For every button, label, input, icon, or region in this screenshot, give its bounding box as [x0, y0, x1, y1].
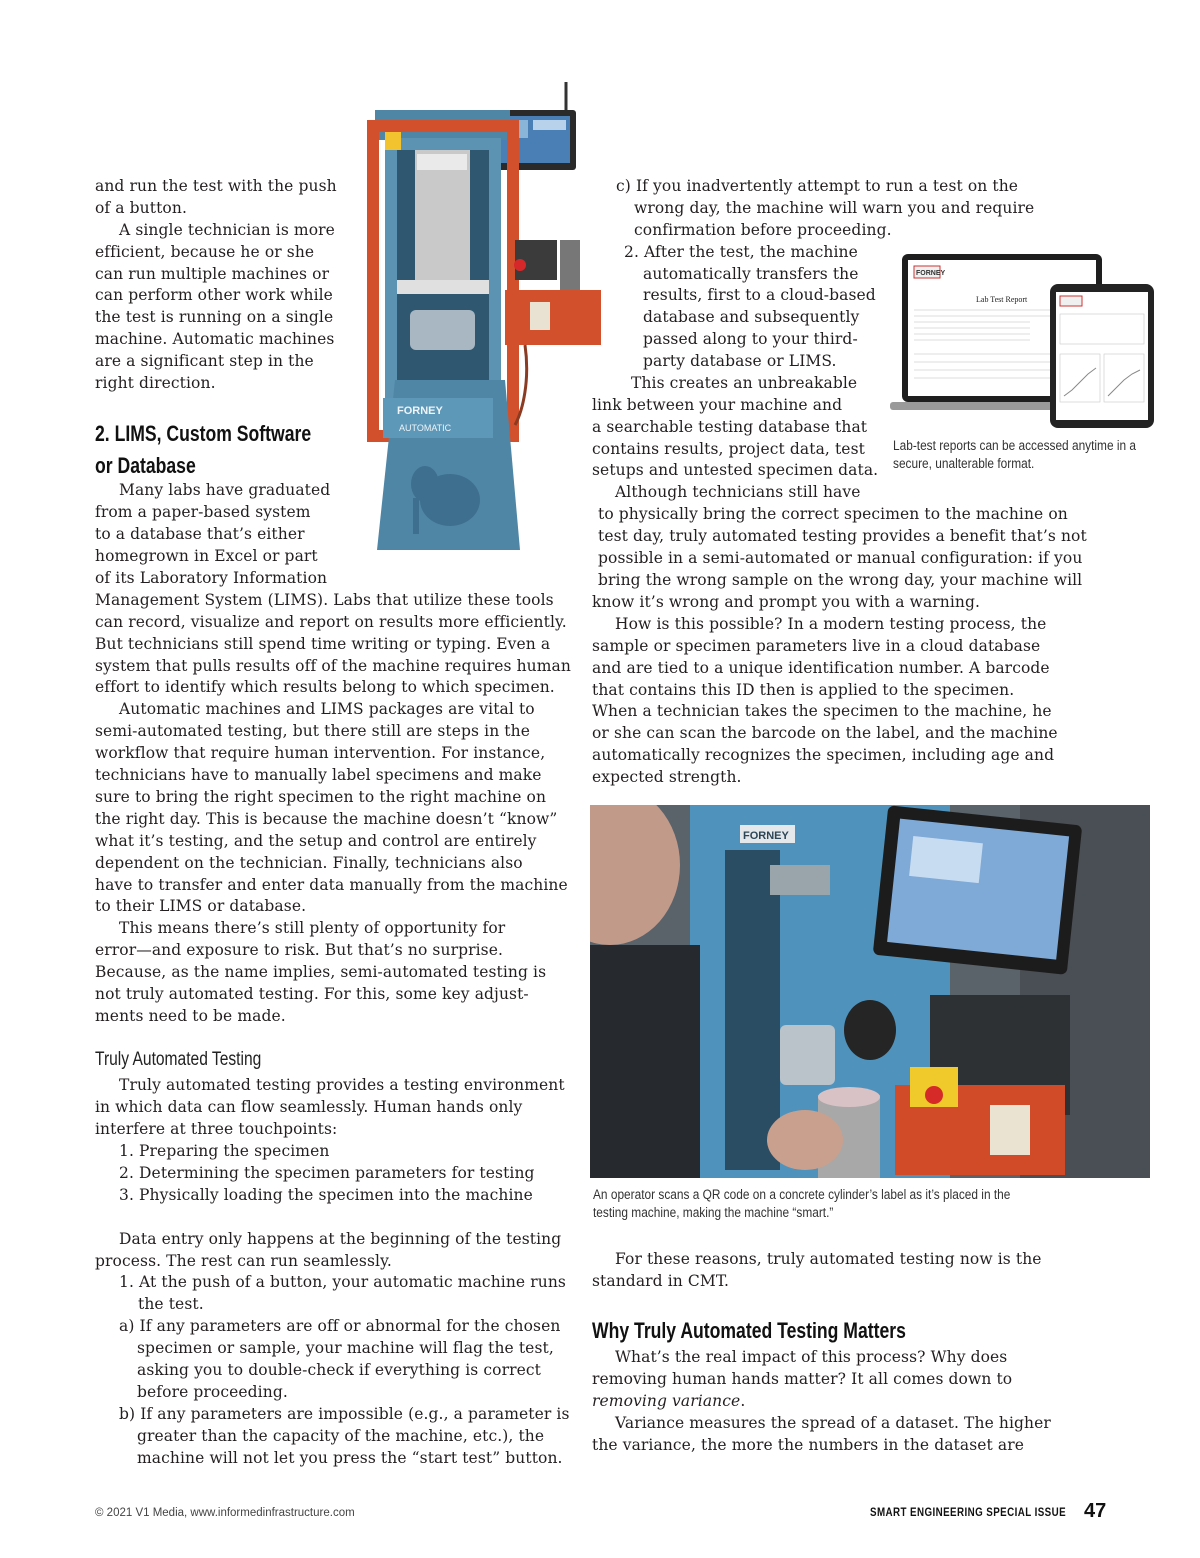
list-item: 1. Preparing the specimen: [119, 1142, 330, 1160]
text-line: dependent on the technician. Finally, technicians also: [95, 854, 523, 872]
machine-brand: FORNEY: [397, 405, 443, 417]
text-line: can run multiple machines or: [95, 265, 330, 283]
list-item: c) If you inadvertently attempt to run a test on the: [616, 177, 1019, 195]
text-line: what it’s testing, and the setup and control are entirely: [95, 832, 537, 850]
text-line: the right day. This is because the machine doesn’t “know”: [95, 810, 558, 828]
text-line: This creates an unbreakable: [631, 374, 858, 392]
forney-machine-figure: [355, 80, 615, 550]
footer-copyright: © 2021 V1 Media, www.informedinfrastructure.com: [95, 1507, 355, 1519]
list-item: 1. At the push of a button, your automatic machine runs: [119, 1273, 566, 1291]
text-line: system that pulls results off of the machine requires human: [95, 657, 571, 675]
machine-model: AUTOMATIC: [399, 423, 452, 433]
text-line: For these reasons, truly automated testing now is the: [615, 1250, 1042, 1268]
list-item: b) If any parameters are impossible (e.g., a parameter is: [119, 1405, 570, 1423]
text-line: the test is running on a single: [95, 308, 334, 326]
text-line: semi-automated testing, but there still are steps in the: [95, 722, 530, 740]
text-line: test day, truly automated testing provides a benefit that’s not: [598, 527, 1087, 545]
list-item: 2. After the test, the machine: [624, 243, 858, 261]
text-line: of its Laboratory Information: [95, 569, 328, 587]
list-item: 2. Determining the specimen parameters for testing: [119, 1164, 535, 1182]
text-line: possible in a semi-automated or manual configuration: if you: [598, 549, 1083, 567]
text-line: removing human hands matter? It all comes down to: [592, 1370, 1013, 1388]
text-line: Although technicians still have: [615, 483, 861, 501]
text-line: effort to identify which results belong to which specimen.: [95, 678, 555, 696]
lab-report-figure: [890, 250, 1160, 430]
text-line: expected strength.: [592, 768, 742, 786]
text-line: Many labs have graduated: [119, 481, 331, 499]
text-line: When a technician takes the specimen to the machine, he: [592, 702, 1052, 720]
text-line: machine. Automatic machines: [95, 330, 335, 348]
text-line: in which data can flow seamlessly. Human hands only: [95, 1098, 523, 1116]
text-line: to their LIMS or database.: [95, 897, 307, 915]
text-line: automatically recognizes the specimen, including age and: [592, 746, 1055, 764]
text-line: ments need to be made.: [95, 1007, 286, 1025]
text-line: bring the wrong sample on the wrong day, your machine will: [598, 571, 1083, 589]
photo-brand: FORNEY: [743, 830, 789, 842]
text-line: Automatic machines and LIMS packages are vital to: [119, 700, 535, 718]
list-item: wrong day, the machine will warn you and require: [634, 199, 1035, 217]
text-line: link between your machine and: [592, 396, 843, 414]
text-line: Truly automated testing provides a testing environment: [119, 1076, 565, 1094]
list-item: a) If any parameters are off or abnormal for the chosen: [119, 1317, 561, 1335]
text-line: are a significant step in the: [95, 352, 314, 370]
text-line: [592, 1391, 745, 1413]
text-line: interfere at three touchpoints:: [95, 1120, 338, 1138]
text-line: not truly automated testing. For this, some key adjust-: [95, 985, 529, 1003]
section-heading-why-matters: Why Truly Automated Testing Matters: [592, 1318, 906, 1343]
text-line: the variance, the more the numbers in the dataset are: [592, 1436, 1025, 1454]
list-item: passed along to your third-: [643, 330, 858, 348]
page-number: 47: [1084, 1500, 1107, 1522]
list-item: automatically transfers the: [643, 265, 859, 283]
text-line: Variance measures the spread of a dataset. The higher: [615, 1414, 1051, 1432]
text-line: right direction.: [95, 374, 216, 392]
text-line: know it’s wrong and prompt you with a warning.: [592, 593, 981, 611]
text-line: This means there’s still plenty of opportunity for: [119, 919, 506, 937]
text-line: process. The rest can run seamlessly.: [95, 1252, 392, 1270]
text-line: What’s the real impact of this process? Why does: [615, 1348, 1008, 1366]
emphasis-removing-variance: removing variance: [592, 1392, 741, 1410]
list-item: greater than the capacity of the machine, etc.), the: [137, 1427, 545, 1445]
text-line: contains results, project data, test: [592, 440, 865, 458]
operator-scanning-photo: [590, 805, 1150, 1178]
text-line: How is this possible? In a modern testing process, the: [615, 615, 1047, 633]
text-line: sure to bring the right specimen to the right machine on: [95, 788, 547, 806]
text-line: or she can scan the barcode on the label, and the machine: [592, 724, 1058, 742]
list-item: before proceeding.: [137, 1383, 288, 1401]
text-line: can perform other work while: [95, 286, 333, 304]
text-line: sample or specimen parameters live in a cloud database: [592, 637, 1041, 655]
period: .: [740, 1392, 746, 1410]
report-brand: FORNEY: [916, 270, 946, 277]
text-line: standard in CMT.: [592, 1272, 730, 1290]
text-line: setups and untested specimen data.: [592, 461, 879, 479]
report-caption: [893, 437, 1136, 473]
caption-line: An operator scans a QR code on a concrete cylinder’s label as it’s placed in the: [593, 1187, 1011, 1202]
caption-line: testing machine, making the machine “smart.”: [593, 1205, 834, 1220]
text-line: to physically bring the correct specimen to the machine on: [598, 505, 1068, 523]
list-item: confirmation before proceeding.: [634, 221, 892, 239]
subheading-truly-automated: Truly Automated Testing: [95, 1049, 262, 1070]
list-item: the test.: [138, 1295, 204, 1313]
list-item: results, first to a cloud-based: [643, 286, 876, 304]
text-line: A single technician is more: [119, 221, 335, 239]
list-item: party database or LIMS.: [643, 352, 837, 370]
operator-caption: [593, 1186, 1010, 1222]
footer-issue: SMART ENGINEERING SPECIAL ISSUE: [870, 1507, 1067, 1519]
section-heading-lims: 2. LIMS, Custom Software: [95, 421, 312, 446]
text-line: error—and exposure to risk. But that’s no surprise.: [95, 941, 504, 959]
text-line: Because, as the name implies, semi-automated testing is: [95, 963, 547, 981]
text-line: workflow that require human intervention. For instance,: [95, 744, 546, 762]
text-line: from a paper-based system: [95, 503, 311, 521]
text-line: to a database that’s either: [95, 525, 305, 543]
text-line: and run the test with the push: [95, 177, 337, 195]
text-line: efficient, because he or she: [95, 243, 315, 261]
list-item: asking you to double-check if everything is correct: [137, 1361, 541, 1379]
text-line: But technicians still spend time writing or typing. Even a: [95, 635, 551, 653]
list-item: 3. Physically loading the specimen into the machine: [119, 1186, 533, 1204]
text-line: Management System (LIMS). Labs that utilize these tools: [95, 591, 554, 609]
section-heading-lims-2: or Database: [95, 453, 196, 478]
text-line: a searchable testing database that: [592, 418, 868, 436]
report-title: Lab Test Report: [976, 295, 1028, 304]
text-line: homegrown in Excel or part: [95, 547, 318, 565]
list-item: machine will not let you press the “start test” button.: [137, 1449, 563, 1467]
text-line: and are tied to a unique identification number. A barcode: [592, 659, 1050, 677]
text-line: can record, visualize and report on results more efficiently.: [95, 613, 567, 631]
text-line: Data entry only happens at the beginning of the testing: [119, 1230, 562, 1248]
list-item: specimen or sample, your machine will flag the test,: [137, 1339, 554, 1357]
text-line: that contains this ID then is applied to the specimen.: [592, 681, 1015, 699]
list-item: database and subsequently: [643, 308, 860, 326]
text-line: have to transfer and enter data manually from the machine: [95, 876, 568, 894]
caption-line: secure, unalterable format.: [893, 456, 1035, 471]
text-line: of a button.: [95, 199, 187, 217]
caption-line: Lab-test reports can be accessed anytime in a: [893, 438, 1137, 453]
text-line: technicians have to manually label specimens and make: [95, 766, 542, 784]
